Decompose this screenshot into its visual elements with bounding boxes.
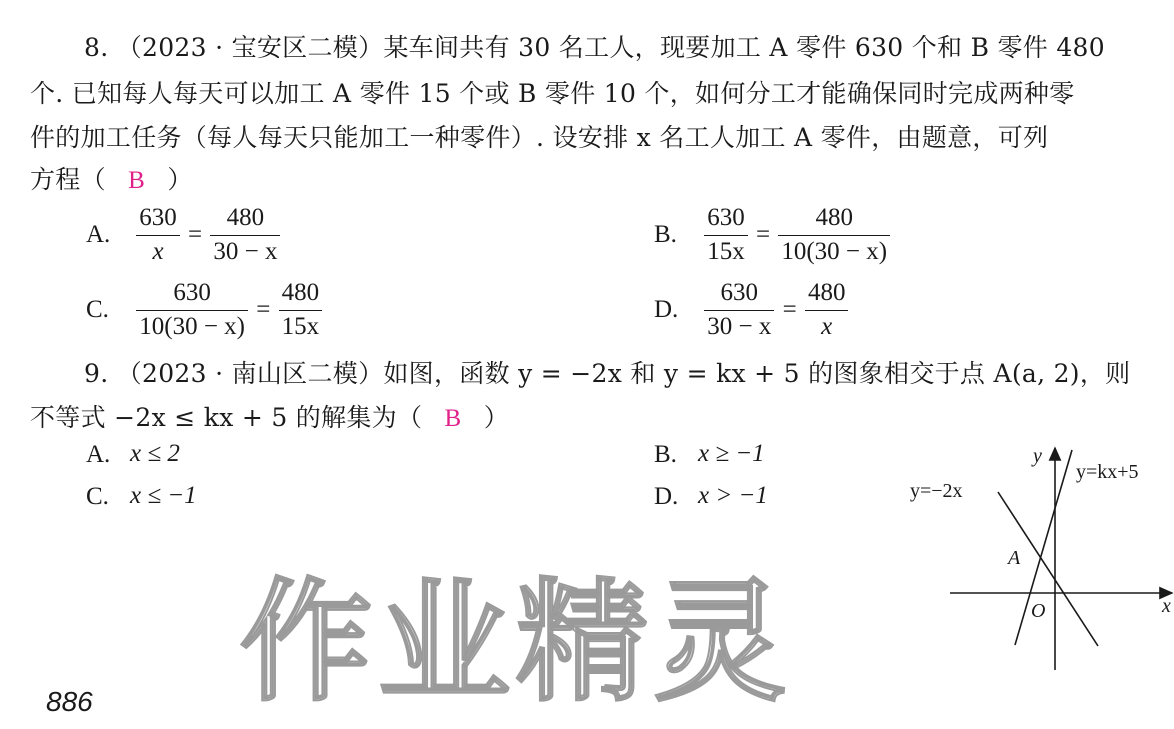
denominator: 15x xyxy=(707,237,745,265)
q9-option-d xyxy=(654,482,768,511)
label-y-neg-2x: y=−2x xyxy=(910,480,963,502)
fraction-right xyxy=(778,204,890,267)
numerator: 630 xyxy=(136,204,180,236)
numerator: 630 xyxy=(136,279,248,311)
denominator: 10(30 − x) xyxy=(781,237,888,265)
fraction-right xyxy=(210,204,280,267)
option-text: x > −1 xyxy=(698,482,768,509)
q9-line-1: 9. （2023 · 南山区二模）如图，函数 y = −2x 和 y = kx + 5 的图象相交于点 A(a, 2)，则 xyxy=(84,359,1131,388)
denominator: 15x xyxy=(281,312,320,340)
denominator: 10(30 − x) xyxy=(139,312,245,340)
fraction-left xyxy=(136,279,248,342)
line-y-neg-2x xyxy=(998,492,1098,646)
page-number: 886 xyxy=(46,686,93,717)
equals-sign: = xyxy=(756,221,771,249)
option-label: C. xyxy=(86,483,109,511)
option-label: A. xyxy=(86,221,111,249)
q8-line-2: 个. 已知每人每天可以加工 A 零件 15 个或 B 零件 10 个，如何分工才能确保同时完成两种零 xyxy=(30,79,1075,108)
option-label: B. xyxy=(654,441,677,469)
q8-line-4 xyxy=(30,160,193,196)
fraction-left xyxy=(704,279,774,342)
watermark: 作业精灵 xyxy=(240,566,792,720)
q8-line-1: 8. （2023 · 宝安区二模）某车间共有 30 名工人，现要加工 A 零件 630 个和 B 零件 480 xyxy=(84,33,1105,62)
numerator: 480 xyxy=(805,279,849,311)
denominator: x xyxy=(152,237,164,265)
denominator: 30 − x xyxy=(213,237,278,265)
q8-prompt-close: ） xyxy=(167,165,193,194)
y-axis-label: y xyxy=(1033,445,1042,467)
label-y-kx-plus-5: y=kx+5 xyxy=(1076,461,1139,483)
function-graph xyxy=(900,440,1174,675)
option-label: C. xyxy=(86,296,109,324)
q8-answer: B xyxy=(128,167,146,194)
q9-option-b xyxy=(654,440,765,469)
q8-option-d xyxy=(654,279,848,342)
numerator: 630 xyxy=(704,279,774,311)
equals-sign: = xyxy=(188,221,203,249)
origin-label: O xyxy=(1031,600,1046,622)
equals-sign: = xyxy=(256,296,271,324)
q8-option-b xyxy=(654,204,890,267)
denominator: x xyxy=(821,312,833,340)
denominator: 30 − x xyxy=(707,312,772,340)
fraction-right xyxy=(279,279,323,342)
q9-line-2 xyxy=(30,398,509,434)
x-axis-label: x xyxy=(1162,595,1171,617)
equals-sign: = xyxy=(782,296,797,324)
q9-answer: B xyxy=(444,405,462,432)
point-a-label: A xyxy=(1008,547,1021,569)
numerator: 480 xyxy=(279,279,323,311)
q8-option-a xyxy=(86,204,280,267)
q8-option-c xyxy=(86,279,322,342)
fraction-left xyxy=(704,204,748,267)
fraction-left xyxy=(136,204,180,267)
option-label: A. xyxy=(86,441,111,469)
q8-line-3: 件的加工任务（每人每天只能加工一种零件）. 设安排 x 名工人加工 A 零件，由题意，可列 xyxy=(30,123,1049,152)
numerator: 480 xyxy=(778,204,890,236)
option-text: x ≤ 2 xyxy=(130,440,180,467)
q9-prompt-close: ） xyxy=(483,403,510,432)
q9-prompt-open: 不等式 −2x ≤ kx + 5 的解集为（ xyxy=(30,403,423,432)
option-label: D. xyxy=(654,483,679,511)
numerator: 480 xyxy=(210,204,280,236)
q9-option-a xyxy=(86,440,180,469)
numerator: 630 xyxy=(704,204,748,236)
option-text: x ≤ −1 xyxy=(130,482,197,509)
q8-prompt-open: 方程（ xyxy=(30,165,106,194)
q9-option-c xyxy=(86,482,197,511)
fraction-right xyxy=(805,279,849,342)
option-text: x ≥ −1 xyxy=(698,440,765,467)
option-label: B. xyxy=(654,221,677,249)
option-label: D. xyxy=(654,296,679,324)
